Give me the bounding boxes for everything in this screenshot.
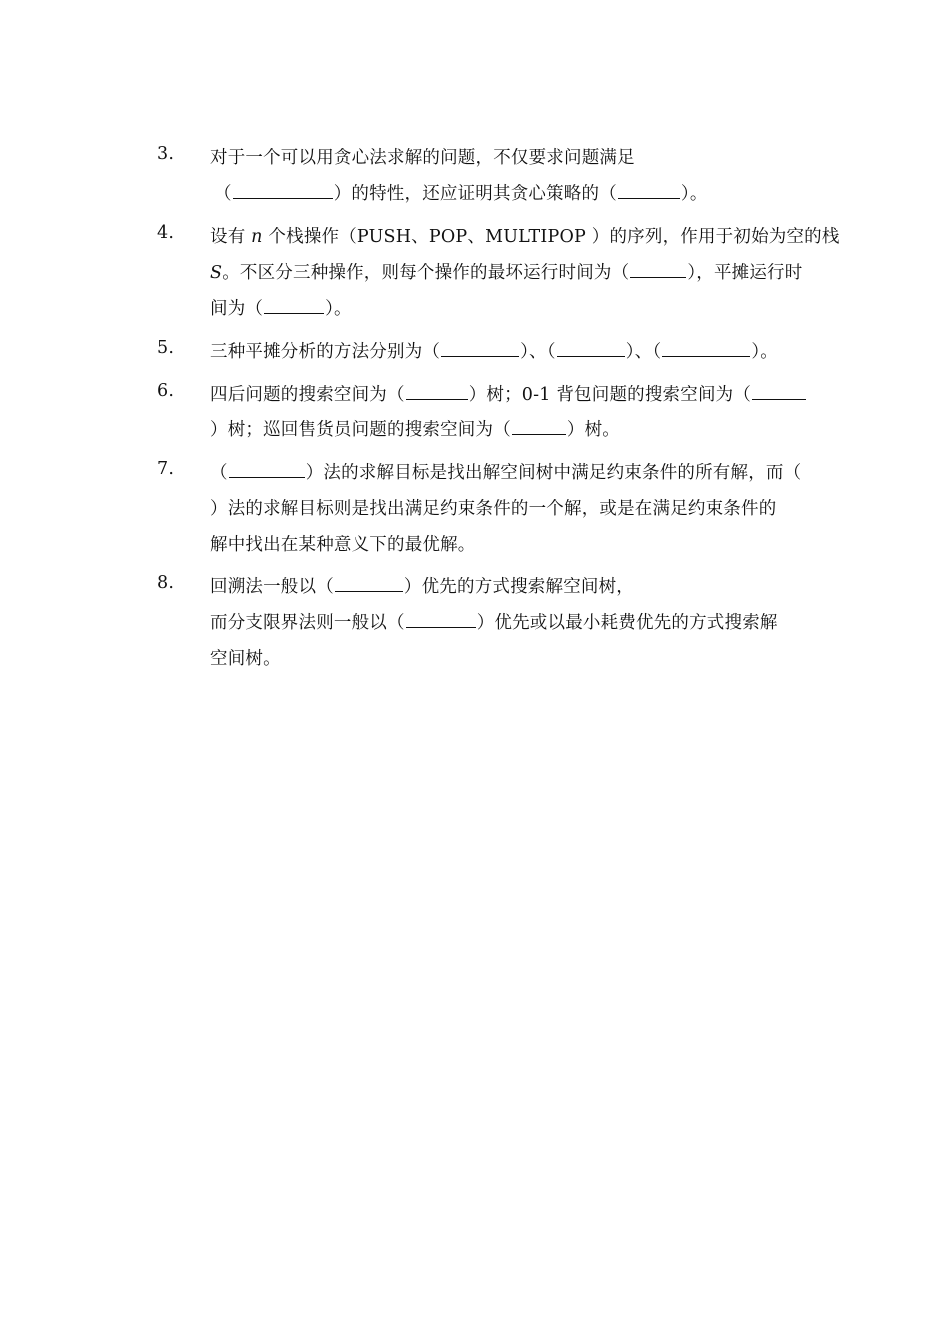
question-line: 设有 n 个栈操作（PUSH、POP、MULTIPOP ）的序列，作用于初始为空的栈 xyxy=(210,227,840,247)
question-number: 8. xyxy=(157,573,175,593)
question-line: 三种平摊分析的方法分别为（ ）、（ ）、（ ）。 xyxy=(210,342,778,362)
answer-blank[interactable] xyxy=(335,575,403,592)
answer-blank[interactable] xyxy=(264,297,324,314)
answer-blank[interactable] xyxy=(512,418,566,435)
question-line: 对于一个可以用贪心法求解的问题，不仅要求问题满足 xyxy=(210,148,635,168)
answer-blank[interactable] xyxy=(752,383,806,400)
question-number: 6. xyxy=(157,381,175,401)
answer-blank[interactable] xyxy=(441,340,519,357)
answer-blank[interactable] xyxy=(233,182,333,199)
answer-blank[interactable] xyxy=(618,182,680,199)
question-line: ）树；巡回售货员问题的搜索空间为（ ）树。 xyxy=(210,420,621,440)
question-line: 解中找出在某种意义下的最优解。 xyxy=(210,535,476,555)
question-line: 而分支限界法则一般以（ ）优先或以最小耗费优先的方式搜索解 xyxy=(210,613,778,633)
answer-blank[interactable] xyxy=(662,340,750,357)
answer-blank[interactable] xyxy=(630,261,686,278)
question-line: 间为（ ）。 xyxy=(210,299,352,319)
question-line: S。不区分三种操作，则每个操作的最坏运行时间为（ ），平摊运行时 xyxy=(210,263,803,283)
question-line: ）法的求解目标则是找出满足约束条件的一个解，或是在满足约束条件的 xyxy=(210,499,777,519)
question-line: （ ）法的求解目标是找出解空间树中满足约束条件的所有解，而（ xyxy=(210,463,802,483)
answer-blank[interactable] xyxy=(406,611,476,628)
question-line: （ ）的特性，还应证明其贪心策略的（ ）。 xyxy=(214,184,708,204)
question-number: 3. xyxy=(157,144,175,164)
question-number: 4. xyxy=(157,223,175,243)
question-number: 7. xyxy=(157,459,175,479)
question-line: 空间树。 xyxy=(210,649,281,669)
question-line: 四后问题的搜索空间为（ ）树；0-1 背包问题的搜索空间为（ xyxy=(210,381,807,406)
question-number: 5. xyxy=(157,338,175,358)
answer-blank[interactable] xyxy=(557,340,625,357)
answer-blank[interactable] xyxy=(229,461,305,478)
question-line: 回溯法一般以（ ）优先的方式搜索解空间树， xyxy=(210,577,635,597)
answer-blank[interactable] xyxy=(406,383,468,400)
